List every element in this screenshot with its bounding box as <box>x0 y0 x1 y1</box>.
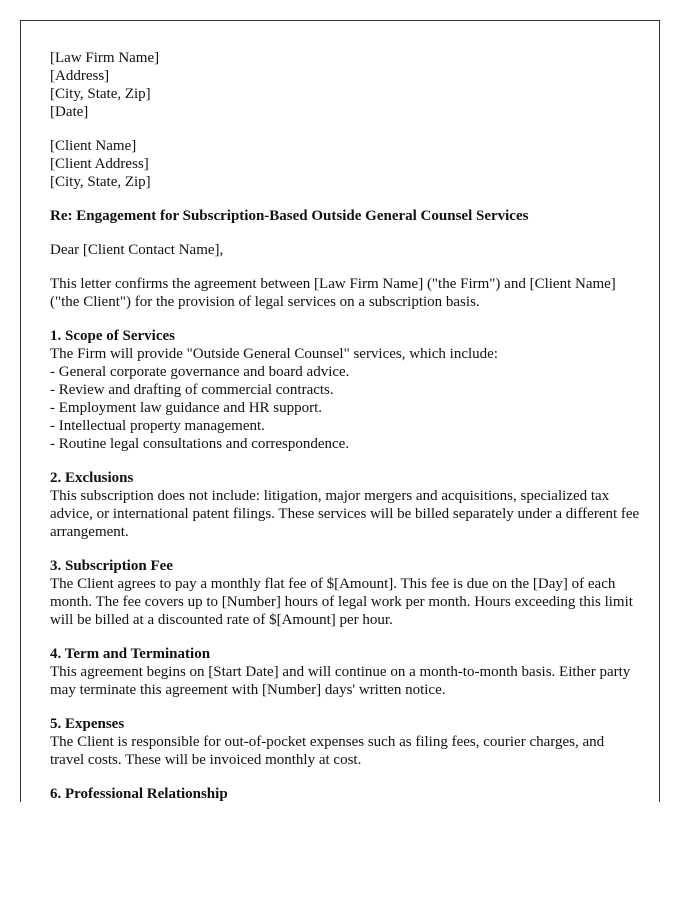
section-heading: 3. Subscription Fee <box>50 558 173 574</box>
sender-city-state-zip: [City, State, Zip] <box>50 86 151 102</box>
sender-address: [Address] <box>50 68 110 84</box>
intro-paragraph: This letter confirms the agreement between [Law Firm Name] ("the Firm") and [Client Name] ("the Client") for the provision of legal services on a subscription basis. <box>50 276 616 310</box>
subject-line: Re: Engagement for Subscription-Based Outside General Counsel Services <box>50 208 529 224</box>
recipient-address-block <box>50 137 640 191</box>
section-scope-of-services <box>50 327 640 453</box>
section-heading: 6. Professional Relationship <box>50 786 228 802</box>
section-body: The Client agrees to pay a monthly flat fee of $[Amount]. This fee is due on the [Day] of each month. The fee covers up to [Number] hours of legal work per month. Hours exceeding this limit will be billed at a discounted rate of $[Amount] per hour. <box>50 576 633 628</box>
section-body: The Client is responsible for out-of-pocket expenses such as filing fees, courier charges, and travel costs. These will be invoiced monthly at cost. <box>50 734 605 768</box>
section-expenses <box>50 715 640 769</box>
list-item: - Employment law guidance and HR support. <box>50 400 323 416</box>
list-item: - Routine legal consultations and correspondence. <box>50 436 350 452</box>
list-item: - Review and drafting of commercial contracts. <box>50 382 334 398</box>
recipient-name: [Client Name] <box>50 138 137 154</box>
sender-address-block <box>50 49 640 121</box>
section-subscription-fee <box>50 557 640 629</box>
section-heading: 4. Term and Termination <box>50 646 211 662</box>
section-heading: 1. Scope of Services <box>50 328 175 344</box>
salutation: Dear [Client Contact Name], <box>50 242 224 258</box>
recipient-address: [Client Address] <box>50 156 149 172</box>
section-body: This agreement begins on [Start Date] and will continue on a month-to-month basis. Either party may terminate this agreement with [Number] days' written notice. <box>50 664 631 698</box>
section-body: The Firm will provide "Outside General Counsel" services, which include: <box>50 346 498 362</box>
section-exclusions <box>50 469 640 541</box>
section-body: This subscription does not include: litigation, major mergers and acquisitions, specialized tax advice, or international patent filings. These services will be billed separately under a different fee arrangement. <box>50 488 640 540</box>
section-heading: 2. Exclusions <box>50 470 134 486</box>
section-heading: 5. Expenses <box>50 716 125 732</box>
sender-firm-name: [Law Firm Name] <box>50 50 160 66</box>
section-term-and-termination <box>50 645 640 699</box>
recipient-city-state-zip: [City, State, Zip] <box>50 174 151 190</box>
list-item: - General corporate governance and board advice. <box>50 364 350 380</box>
list-item: - Intellectual property management. <box>50 418 265 434</box>
letter-content <box>50 49 640 802</box>
letter-date: [Date] <box>50 104 89 120</box>
section-professional-relationship <box>50 785 640 802</box>
letter-page <box>20 20 660 802</box>
